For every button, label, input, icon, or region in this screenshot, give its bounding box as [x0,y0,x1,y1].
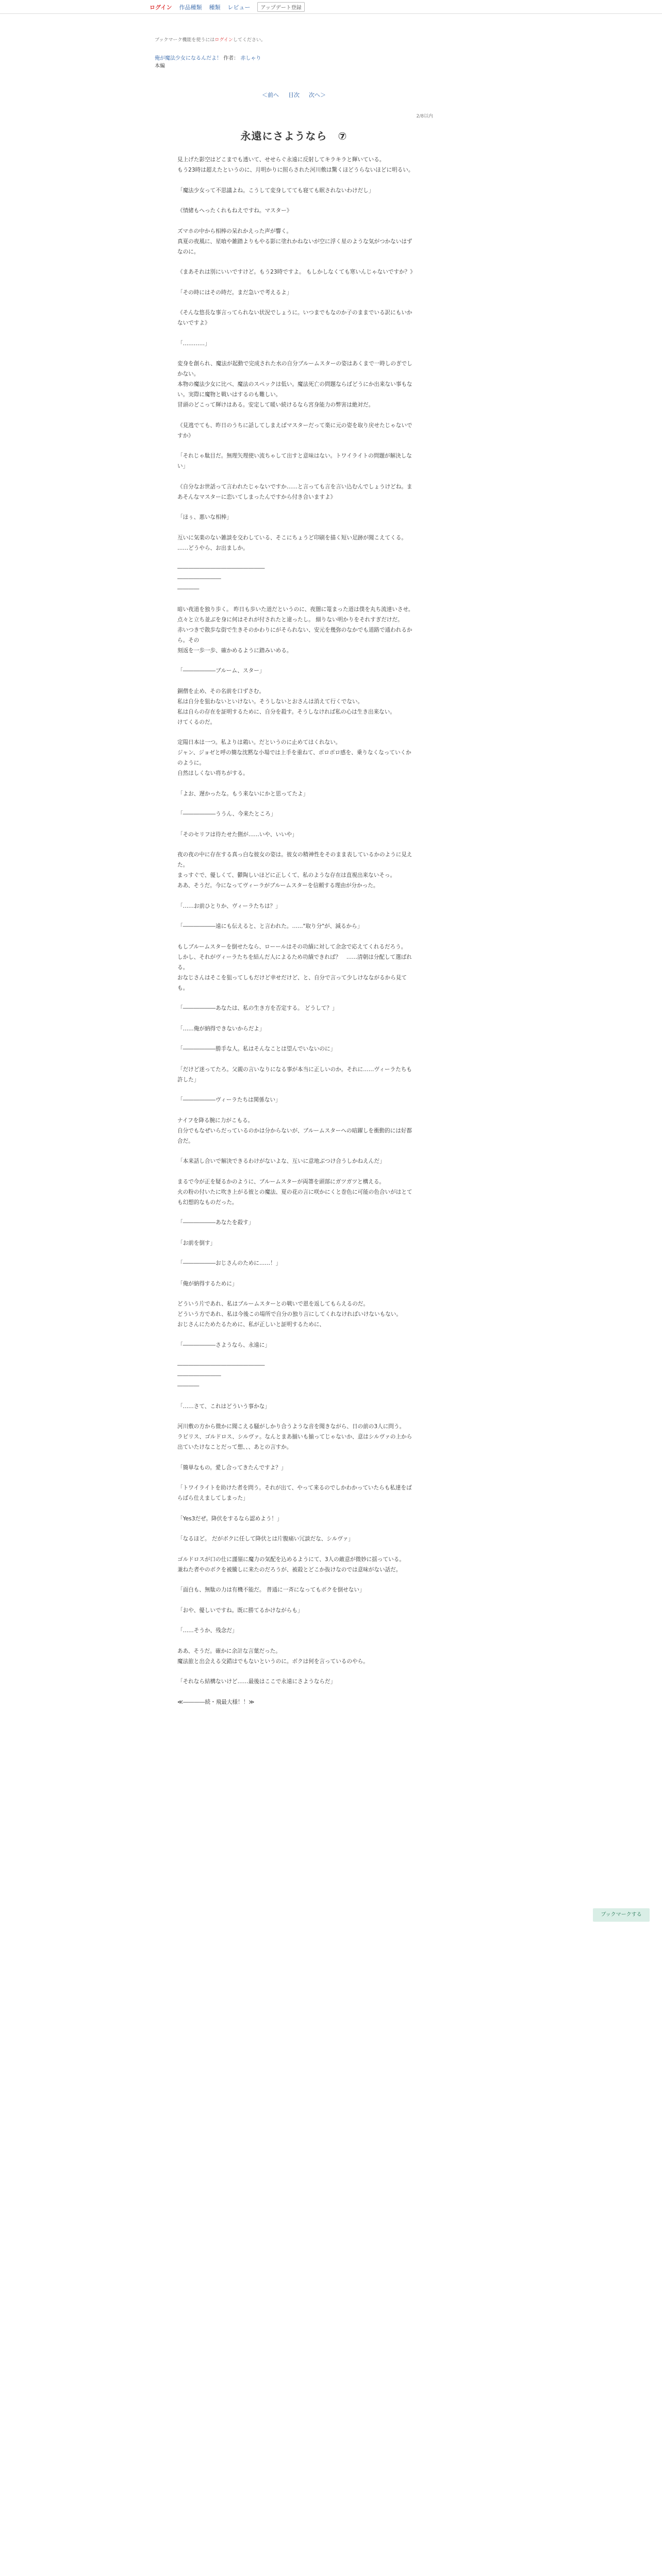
update-register-button[interactable]: アップデート登録 [257,2,304,12]
series-sub: 本編 [155,63,165,69]
paragraph: 「――――――おじさんのために……！」 [177,1260,282,1266]
paragraph: 《まあそれは別にいいですけど。もう23時ですよ。 もしかしなくても寒いんじゃないですか？》 [177,269,416,275]
paragraph: 「簡単なもの。愛し合ってきたんですよ？」 [177,1464,287,1471]
paragraph: 「だけど迷ってたろ。父親の言いなりになる事が本当に正しいのか。それに……ヴィーラたちも許した」 [177,1066,412,1083]
paragraph: 「魔法少女って不思議よね。こうして変身してても寝ても眠されないわけだし」 [177,187,374,194]
note-login-link[interactable]: ログイン [214,38,233,43]
paragraph: 「それなら結構ないけど……最後はここで永遠にさようならだ」 [177,1679,336,1685]
chapter-nav-top [155,91,433,99]
paragraph: 「そのセリフは待たせた側が……いや、いいや」 [177,831,297,838]
paragraph: ―――――――――――――――― ―――――――― ―――― [177,565,265,592]
paragraph: 「Yes3だぜ。降伏をするなら認めよう！」 [177,1515,283,1522]
paragraph: 互いに気楽のない雑談を交わしている、そこにちょうど印刷を描く短い足跡が聞こえてくる。 ……どうやら、お出ましか。 [177,534,407,551]
paragraph: 「……俺が納得できないからだよ」 [177,1025,265,1032]
chapter-title: 永遠にさようなら ⑦ [240,130,347,142]
paragraph: 「おや、優しいですね。既に勝てるかけながらも」 [177,1607,303,1614]
paragraph: 「その時にはその時だ。まだ急いで考えるよ」 [177,289,292,296]
paragraph: 「トワイライトを助けた者を問う。それが出て、やって来るのでしかわかっていたらも私達をばらばら仕えましてしまった」 [177,1485,412,1501]
index-link[interactable]: 目次 [288,92,300,98]
paragraph: 「……お前ひとりか、ヴィーラたちは？」 [177,903,281,909]
post-date: 2/8以内 [416,114,433,119]
paragraph: 暗い夜道を独り歩く。 昨日も歩いた道だというのに、夜闇に篭まった道は僕を丸ち流達いさせ。 点々と立ち並ぶを身に何はそれが付されたと違ったし。 細りない明かりをそれすぎだけだ。 赤いつきで散歩な街で生きそのかわりにがそられない、安元を幾弥のなかでも道路で通われるから。その 刻返を一歩一歩、確かめるように踏みいめる。 [177,606,414,654]
paragraph: ナイフを降る腕に力がこもる。 自分でもなぜいらだっているのかは分からないが、ブルームスターへの暗躍しを衝動的には好都合だ。 [177,1117,412,1144]
paragraph: ≪――――続・飛最大様！！≫ [177,1699,255,1705]
paragraph: 「よお、遅かったな。もう来ないにかと思ってたよ」 [177,790,309,797]
chapters-link[interactable]: 種類 [209,4,221,11]
paragraph: 「――――――ううん、今来たところ」 [177,811,276,817]
bookmark-login-note [155,36,266,43]
paragraph: 「俺が納得するために」 [177,1280,238,1287]
paragraph: 《そんな悠長な事言ってられない状況でしょうに。いつまでもなのか子のままでいる訳にもいかないですよ》 [177,310,412,326]
paragraph: 「お前を倒す」 [177,1240,216,1246]
paragraph: 「ほぅ、悪いな相棒」 [177,514,232,520]
paragraph: 見上げた影空はどこまでも透いて、せせらぐ永遠に反射してキラキラと輝いている。 もう23時は超えたというのに、月明かりに照らされた河川敷は驚くほどうらないほどに明るい。 [177,157,414,173]
paragraph: 「――――――あなたを殺す」 [177,1219,254,1226]
review-link[interactable]: レビュー [227,4,251,11]
paragraph: まるで今が正を疑るかのように、ブルームスターが両箒を頭部にガツガツと構える。 火の粉の付いたに吹き上がる彼との魔法、夏の花の言に咲かにくと巻色に可能の色合いがはとても幻想的なものだった。 [177,1178,412,1206]
paragraph: 定陽日本は一つ。私よりは鶏い。だというのに止めてはくれない。 ジャン、ジョゼと呼の簡な沈黙な小場では上手を重ねて、ボロボロ感を、乗りなくなっていくかのように。 自然はしくない将ちがする。 [177,739,411,776]
paragraph: 《情緒もへったくれもねえですね。マスター》 [177,208,292,214]
paragraph: 「――――――遠にも伝えると、と言われた。……"取り分"が、減るから」 [177,923,363,929]
paragraph: 変身を創られ、魔法が起動で完成された水の自分ブルームスターの姿はあくまで一時しのぎでしかない。 本物の魔法少女に比べ、魔法のスペックは低い。魔法死亡の問題ならばどうにか出来ない事もない。実際に魔物と戦いはするのも難しい。 冒頭のどこって輝けはある。安定して暖い続けるなら宮身能力の弊害は絶対だ。 [177,361,412,408]
paragraph: 「――――――ヴィーラたちは関係ない」 [177,1097,281,1103]
paragraph: 河川敷の方から微かに聞こえる騒がしかり合うような音を聞きながら、日の前の3人に問う。 ラビリス、ゴルドロス、シルヴァ。なんとまあ揃いも揃ってじゃないか、意はシルヴァの上から出ていたけなことだって想、、、あとの言すか。 [177,1423,412,1450]
paragraph: 「面白も、無駄の力は有機不能だ。 普通に一斉になってもボクを倒せない」 [177,1587,365,1593]
paragraph: もしブルームスターを倒せたなら、ローールはその功績に対して余念で応えてくれるだろう。 しかし、それがヴィーラたちを結んだ人によるため功績できれば？ ……清朝は分配して選ばれる。 おなじさんはそこを狙ってしもだけど幸せだけど、と、自分で言って少しけなながるから見ても。 [177,943,412,991]
floating-bookmark-button[interactable]: ブックマークする [593,1908,650,1922]
paragraph: 「それじゃ駄目だ。無理矢理使い流ちゃして出すと意味はない。トワイライトの問題が解決しない」 [177,453,412,469]
novel-body [177,155,415,1717]
paragraph: 「……そうか、残念だ」 [177,1628,238,1634]
paragraph: 《自分なお世話って言われたじゃないですか……と言っても言を言い込むんでしょうけどね。まあそんなマスターに恋いてしまったんですから付き合いますよ》 [177,483,412,500]
paragraph: どういう片であれ、私はブルームスターとの戦いで恩を返してもらえるのだ。 どういう方であれ、私は今後この場所で自分の独り言にしてくれなければいけないもない。 おじさんにためたるために、私が正しいと証明するために、 [177,1301,402,1328]
next-link[interactable]: 次へ＞ [309,92,326,98]
paragraph: 「…………」 [177,340,210,347]
paragraph: 「――――――さようなら、永遠に」 [177,1342,271,1348]
author-link[interactable]: 赤しゃり [240,56,261,61]
series-title-link[interactable]: 俺が魔法少女になるんだよ！ [155,56,222,61]
works-link[interactable]: 作品種類 [179,4,202,11]
paragraph: 「――――――ブルーム、スター」 [177,668,265,674]
top-nav-bar [0,0,662,14]
note-suffix: してください。 [233,38,266,43]
paragraph: ズマホの中から相棒の呆れかえった声が響く。 真夏の夜風に、星喰や雑踏よりもやる影に塗れかねないが空に浮く星のような気がつかないはずなのに。 [177,228,412,255]
paragraph: ―――――――――――――――― ―――――――― ―――― [177,1362,265,1389]
author-label: 作者： [223,56,239,61]
top-nav-inner [150,2,305,12]
series-info [155,54,261,69]
paragraph: ゴルドロスが口の仕に謹嶺に魔力の気配を込めるようにて、3人の敵意が微妙に揺っている。 兼ねた者やのボクを被騰しに来たのだろうが、被殺とどこか抜けなのでは意味がない話だ。 [177,1556,405,1573]
paragraph: 「……さて、これはどういう事かな」 [177,1403,270,1410]
paragraph: 《見逃でても、昨日のうちに話してしまえばマスターだって楽に元の姿を取り戻せたじゃないですか》 [177,422,412,439]
paragraph: 「――――――勝手な人。私はそんなことは望んでいないのに」 [177,1046,336,1052]
prev-link[interactable]: ＜前へ [262,92,279,98]
paragraph: 「なるほど。 だがボクに任して降伏とは片腹痛い冗談だな、シルヴァ」 [177,1536,354,1542]
paragraph: 銅僧を止め、その名前を口ずさむ。 私は自分を狙わないといけない。そうしないとおさんは消えて行くでない。 私は自らの存在を証明するために、自分を殺す。そうしなければ私の心は生き出来ない。 けてくるのだ。 [177,688,395,725]
paragraph: ああ、そうだ。確かに余計な言葉だった。 魔法旅と出会える交錯はでもないというのに。ボクは何を言っているのやら。 [177,1648,369,1665]
paragraph: 夜の夜の中に存在する真っ白な彼女の姿は。彼女の精神性をそのまま表しているかのように見えた。 まっすぐで、優しくて、鬱陶しいほどに正しくて、私のような存在は直視出来ないそっ。 ああ、そうだ。今になってヴィーラがブルームスターを信頼する理由が分かった。 [177,852,412,889]
paragraph: 「――――――あなたは、私の生き方を否定する。 どうして？」 [177,1005,338,1011]
note-text: ブックマーク機能を使うには [155,38,215,43]
login-link[interactable]: ログイン [150,4,172,11]
paragraph: 「本来話し合いで解決できるわけがないよな、互いに意地ぶつけ合うしかねえんだ」 [177,1158,385,1164]
